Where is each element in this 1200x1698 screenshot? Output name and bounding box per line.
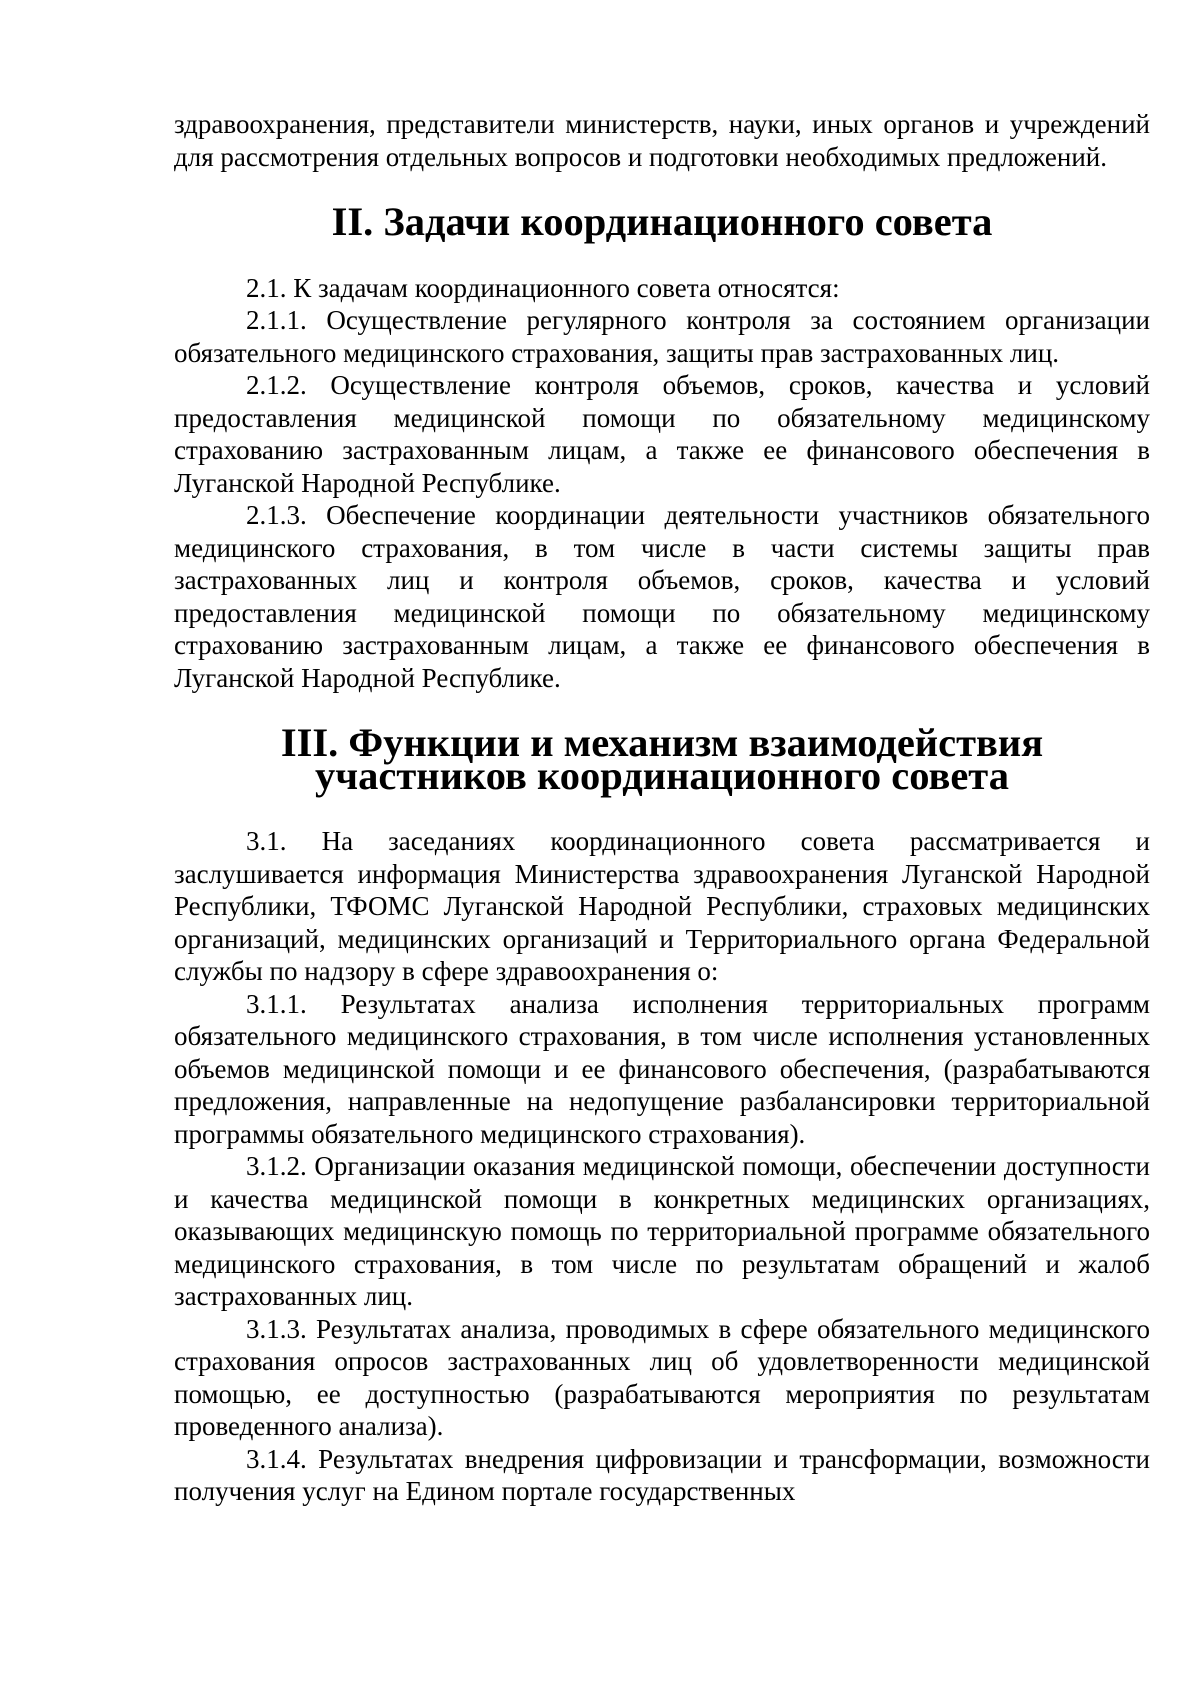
paragraph-3-1: 3.1. На заседаниях координационного совета рассматривается и заслушивается информация Министерства здравоохранения Луганской Народной Республики, ТФОМС Луганской Народной Республики, страховых медицинских организаций, медицинских организаций и Территориального органа Федеральной службы по надзору в сфере здравоохранения о: xyxy=(174,826,1150,986)
paragraph-3-1-1: 3.1.1. Результатах анализа исполнения территориальных программ обязательного медицинского страхования, в том числе исполнения установленных объемов медицинской помощи и ее финансового обеспечения, (разрабатываются предложения, направленные на недопущение разбалансировки территориальной программы обязательного медицинского страхования). xyxy=(174,988,1150,1149)
section-3-body xyxy=(174,825,1150,1508)
section-3-heading xyxy=(174,720,1150,798)
intro-paragraph: здравоохранения, представители министерств, науки, иных органов и учреждений для рассмотрения отдельных вопросов и подготовки необходимых предложений. xyxy=(174,109,1150,172)
section-3-heading-line-2: участников координационного совета xyxy=(315,752,1009,798)
section-3-heading-line-1: III. Функции и механизм взаимодействия xyxy=(280,720,1044,765)
paragraph-2-1: 2.1. К задачам координационного совета относятся: xyxy=(246,272,840,303)
section-2-body xyxy=(174,272,1150,695)
paragraph-2-1-2: 2.1.2. Осуществление контроля объемов, сроков, качества и условий предоставления медицинской помощи по обязательному медицинскому страхованию застрахованным лицам, а также ее финансового обеспечения в Луганской Народной Республике. xyxy=(174,370,1150,498)
paragraph-3-1-3: 3.1.3. Результатах анализа, проводимых в сфере обязательного медицинского страхования опросов застрахованных лиц об удовлетворенности медицинской помощью, ее доступностью (разрабатываются мероприятия по результатам проведенного анализа). xyxy=(174,1313,1150,1441)
paragraph-2-1-1: 2.1.1. Осуществление регулярного контроля за состоянием организации обязательного медицинского страхования, защиты прав застрахованных лиц. xyxy=(174,305,1150,368)
section-2-heading: II. Задачи координационного совета xyxy=(331,199,993,244)
document-page xyxy=(174,108,1150,1508)
paragraph-3-1-2: 3.1.2. Организации оказания медицинской помощи, обеспечении доступности и качества медицинской помощи в конкретных медицинских организациях, оказывающих медицинскую помощь по территориальной программе обязательного медицинского страхования, в том числе по результатам обращений и жалоб застрахованных лиц. xyxy=(174,1151,1150,1311)
paragraph-3-1-4: 3.1.4. Результатах внедрения цифровизации и трансформации, возможности получения услуг на Едином портале государственных xyxy=(174,1443,1150,1506)
paragraph-2-1-3: 2.1.3. Обеспечение координации деятельности участников обязательного медицинского страхования, в том числе в части системы защиты прав застрахованных лиц и контроля объемов, сроков, качества и условий предоставления медицинской помощи по обязательному медицинскому страхованию застрахованным лицам, а также ее финансового обеспечения в Луганской Народной Республике. xyxy=(174,500,1150,693)
